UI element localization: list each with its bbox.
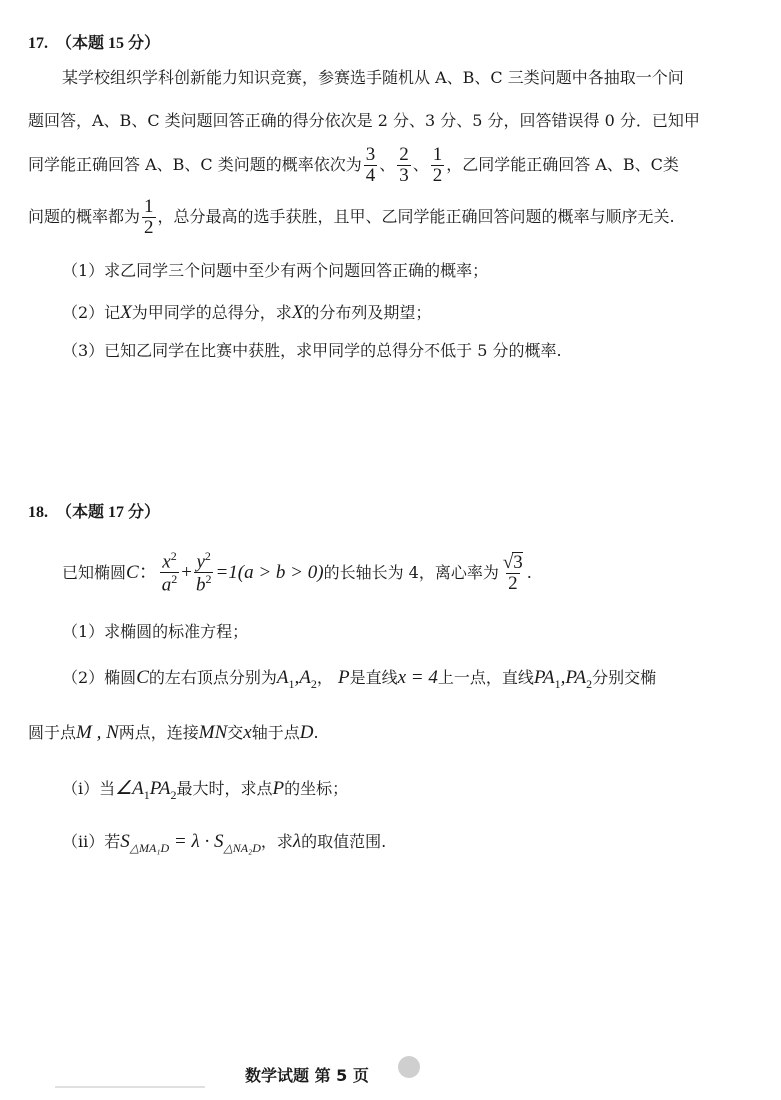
q17-line3-text-a: 同学能正确回答 A、B、C 类问题的概率依次为 <box>28 155 362 175</box>
equation-rest: =1(a > b > 0) <box>215 562 324 584</box>
fraction-2-3: $\frac{2}{3}$ <box>399 144 409 186</box>
q17-line4-text-b: ，总分最高的选手获胜，且甲、乙同学能正确回答问题的概率与顺序无关. <box>157 207 675 227</box>
fraction-1-2b: $\frac{1}{2}$ <box>144 196 154 238</box>
q18-sub2-ii: （ⅱ）若$S_{\triangle MA_1D} = \lambda \cdot S_{\triangle NA_2D}$，求λ的取值范围. <box>62 831 387 855</box>
ellipse-label-c: C <box>126 562 139 584</box>
fraction-y2-b2: $\frac{y^2}{b^2}$ <box>195 549 212 596</box>
q17-number: 17. （本题 15 分） <box>28 35 161 52</box>
scan-smudge <box>398 1056 420 1078</box>
q17-para-line1: 某学校组织学科创新能力知识竞赛，参赛选手随机从 A、B、C 三类问题中各抽取一个问 <box>62 68 684 87</box>
q17-sub3: （3）已知乙同学在比赛中获胜，求甲同学的总得分不低于 5 分的概率. <box>62 341 562 360</box>
scan-line <box>55 1086 205 1088</box>
q17-line4-text-a: 问题的概率都为 <box>28 207 141 227</box>
page-footer: 数学试题 第 5 页 <box>245 1066 369 1085</box>
q18-line1: 已知椭圆 C ： $\frac{x^2}{a^2}$ + $\frac{y^2}{b^2}$ =1(a > b > 0) 的长轴长为 4，离心率为 $\frac{√3}{2}$ . <box>62 549 532 596</box>
q17-sub2: （2）记X为甲同学的总得分，求X的分布列及期望； <box>62 302 432 323</box>
separator: 、 <box>379 155 396 175</box>
q18-sub1: （1）求椭圆的标准方程； <box>62 622 249 641</box>
var-x: X <box>291 302 304 323</box>
q17-points: （本题 15 分） <box>56 35 161 52</box>
q18-sub2-line2: 圆于点M , N两点，连接MN交x轴于点D. <box>28 722 319 743</box>
q18-points: （本题 17 分） <box>56 504 161 521</box>
fraction-x2-a2: $\frac{x^2}{a^2}$ <box>161 549 178 596</box>
q17-para-line3 <box>28 145 679 186</box>
fraction-1-2: $\frac{1}{2}$ <box>432 144 443 186</box>
q18-sub2-i: （ⅰ）当$\angle A_1PA_2$最大时，求点P的坐标； <box>62 778 349 802</box>
separator: 、 <box>412 155 429 175</box>
fraction-3-4: $\frac{3}{4}$ <box>365 144 376 186</box>
fraction-sqrt3-2: $\frac{√3}{2}$ <box>502 551 523 594</box>
q18-number: 18. （本题 17 分） <box>28 504 161 521</box>
q17-line3-text-b: ，乙同学能正确回答 A、B、C类 <box>446 155 679 175</box>
q17-sub1: （1）求乙同学三个问题中至少有两个问题回答正确的概率； <box>62 261 489 280</box>
q18-line1-text-a: 已知椭圆 <box>62 562 127 582</box>
var-x: X <box>120 302 132 323</box>
q17-para-line4 <box>28 197 675 238</box>
q18-line1-text-b: 的长轴长为 4，离心率为 <box>323 562 499 582</box>
q17-para-line2: 题回答，A、B、C 类问题回答正确的得分依次是 2 分、3 分、5 分，回答错误得 0 分．已知甲 <box>28 111 700 130</box>
q18-sub2-line1: （2）椭圆C的左右顶点分别为$A_1,A_2$， P是直线x = 4上一点，直线$PA_1,PA_2$分别交椭 <box>62 667 657 691</box>
